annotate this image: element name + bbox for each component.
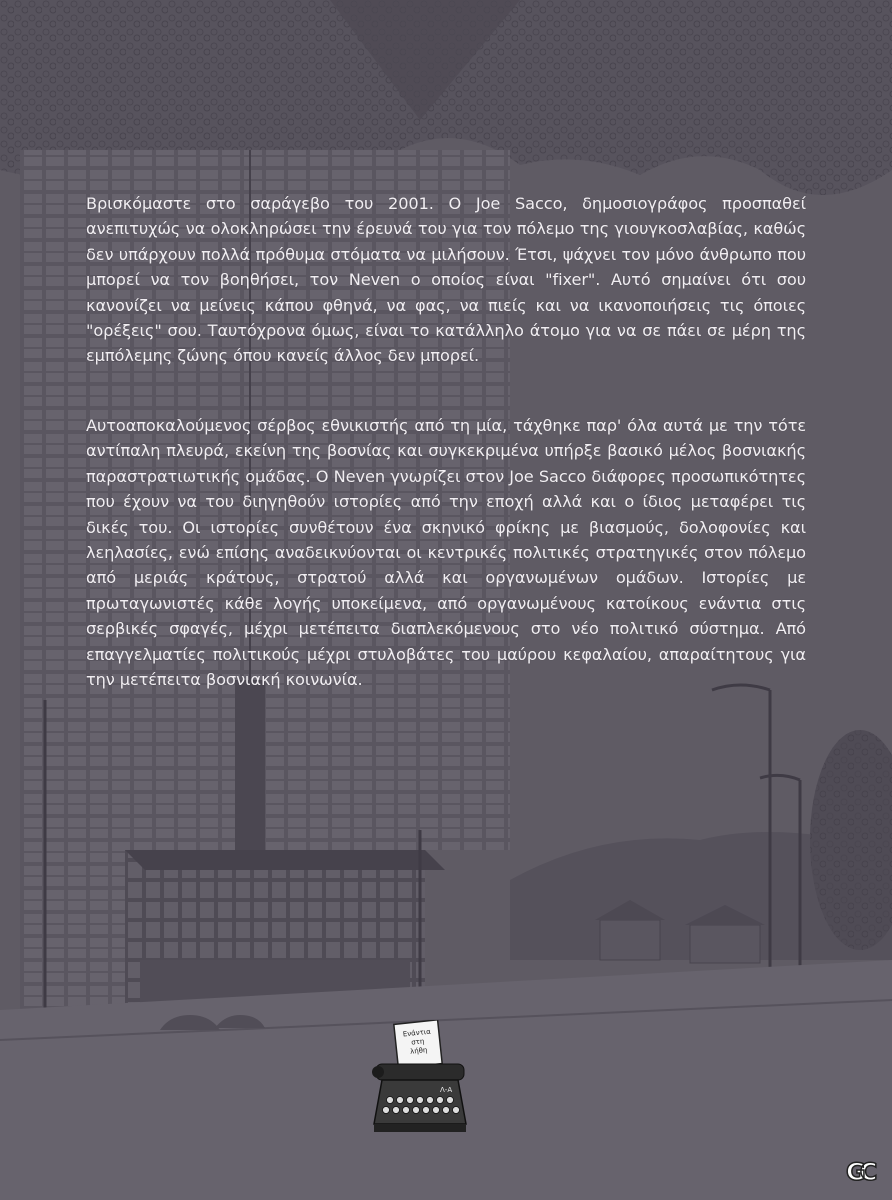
intro-paragraph: Βρισκόμαστε στο σαράγεβο του 2001. Ο Joe Sacco, δημοσιογράφος προσπαθεί ανεπιτυχώς να ολοκληρώσει την έρευνά του για τον πόλεμο της γιουγκοσλαβίας, καθώς δεν υπάρχουν πολλά πρόθυμα στόματα να μιλήσουν. Έτσι, ψάχνει τον μόνο άνθρωπο που μπορεί να τον βοηθήσει, τον Neven ο οποίος είναι "fixer". Αυτό σημαίνει ότι σου κανονίζει να μείνεις κάπου φθηνά, να φας, να πιείς και να ικανοποιήσεις τις όποιες "ορέξεις" σου. Ταυτόχρονα όμως, είναι το κατάλληλο άτομο για να σε πάει σε μέρη της εμπόλεμης ζώνης όπου κανείς άλλος δεν μπορεί. bbox=[86, 194, 806, 366]
stamp-line-2: στη bbox=[410, 1037, 425, 1047]
stamp-line-3: λήθη bbox=[409, 1046, 428, 1056]
corner-logo: GC bbox=[846, 1158, 872, 1186]
stamp-line-1: Ενάντια bbox=[402, 1027, 432, 1039]
description-paragraph: Αυτοαποκαλούμενος σέρβος εθνικιστής από τη μία, τάχθηκε παρ' όλα αυτά με την τότε αντίπαλη πλευρά, εκείνη της βοσνίας και συγκεκριμένα υπήρξε βασικό μέλος βοσνιακής παραστρατιωτικής ομάδας. Ο Neven γνωρίζει στον Joe Sacco διάφορες προσωπικότητες που έχουν να του διηγηθούν ιστορίες από την εποχή αλλά και ο ίδιος μεταφέρει τις δικές του. Οι ιστορίες συνθέτουν ένα σκηνικό φρίκης με βιασμούς, δολοφονίες και λεηλασίες, ενώ επίσης αναδεικνύονται οι κεντρικές πολιτικές στρατηγικές στον πόλεμο από μεριάς κράτους, στρατού αλλά και οργανωμένων ομάδων. Ιστορίες με πρωταγωνιστές κάθε λογής υποκείμενα, από οργανωμένους κατοίκους ενάντια στις σερβικές σφαγές, μέχρι μετέπειτα διαπλεκόμενους στο νέο πολιτικό σύστημα. Από επαγγελματίες πολιτικούς μέχρι στυλοβάτες του μαύρου κεφαλαίου, απαραίτητους για την μετέπειτα βοσνιακή κοινωνία. bbox=[86, 416, 806, 690]
typewriter-logo bbox=[370, 1020, 470, 1138]
stamp-key-text: Λ-Α bbox=[440, 1086, 453, 1094]
